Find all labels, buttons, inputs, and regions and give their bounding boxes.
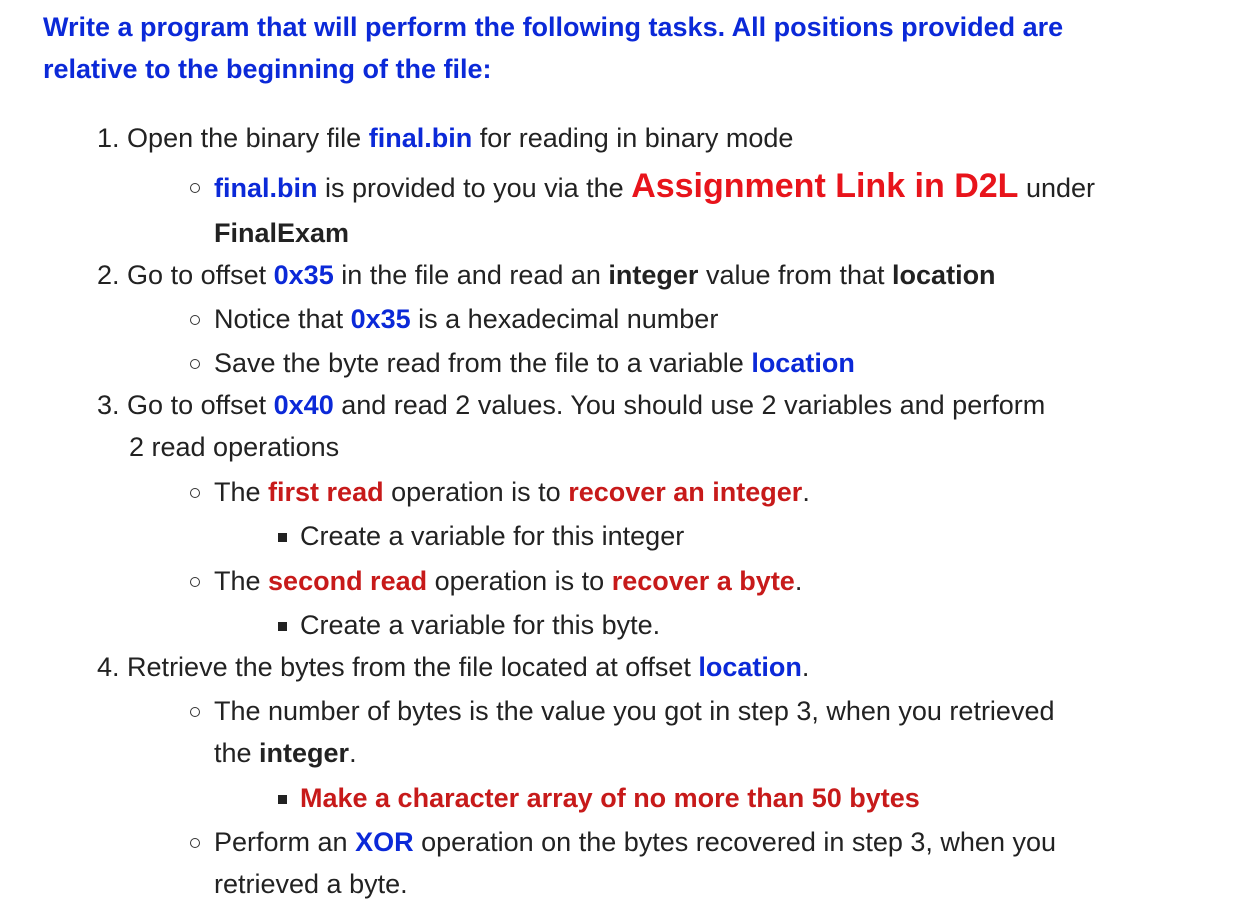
intro-heading: Write a program that will perform the following tasks. All positions provided are relative to the beginning of the file:	[43, 12, 1064, 84]
step-1-bullet-1: final.bin is provided to you via the Assignment Link in D2L under	[214, 167, 1096, 205]
square-bullet-icon	[278, 795, 287, 804]
step-4-bullet-1: The number of bytes is the value you got in step 3, when you retrieved	[214, 696, 1055, 726]
filename: final.bin	[214, 173, 318, 203]
step-2-bullet-2: Save the byte read from the file to a variable location	[214, 348, 855, 378]
circle-bullet-icon	[190, 707, 200, 717]
step-4-bullet-2-cont: retrieved a byte.	[214, 869, 408, 899]
step-3: 3. Go to offset 0x40 and read 2 values. You should use 2 variables and perform	[97, 390, 1046, 420]
circle-bullet-icon	[190, 183, 200, 193]
circle-bullet-icon	[190, 315, 200, 325]
step-1-bullet-1-cont	[214, 212, 349, 254]
step-4-bullet-1-cont: the integer.	[214, 738, 357, 768]
step-3-bullet-2: The second read operation is to recover a byte.	[214, 566, 803, 596]
step-number: 1.	[97, 123, 120, 153]
step-number: 3.	[97, 390, 120, 420]
step-2-bullet-1: Notice that 0x35 is a hexadecimal number	[214, 304, 719, 334]
offset-value: 0x35	[350, 304, 411, 334]
assignment-link-text: Assignment Link in D2L	[631, 167, 1019, 205]
folder-name: FinalExam	[214, 218, 350, 248]
operation-name: XOR	[355, 827, 414, 857]
step-4-bullet-1-sub: Make a character array of no more than 50 bytes	[300, 783, 920, 813]
offset-value: 0x35	[273, 260, 334, 290]
offset-value: 0x40	[273, 390, 334, 420]
circle-bullet-icon	[190, 488, 200, 498]
step-3-bullet-2-sub: Create a variable for this byte.	[300, 610, 661, 640]
variable-name: location	[751, 348, 855, 378]
step-4: 4. Retrieve the bytes from the file located at offset location.	[97, 652, 810, 682]
step-1: 1. Open the binary file final.bin for reading in binary mode	[97, 123, 794, 153]
filename: final.bin	[368, 123, 473, 153]
step-number: 4.	[97, 652, 120, 682]
step-2: 2. Go to offset 0x35 in the file and read an integer value from that location	[97, 260, 996, 290]
square-bullet-icon	[278, 533, 287, 542]
step-3-bullet-1: The first read operation is to recover an integer.	[214, 477, 810, 507]
step-3-cont: 2 read operations	[129, 432, 340, 462]
step-3-bullet-1-sub: Create a variable for this integer	[300, 521, 685, 551]
circle-bullet-icon	[190, 577, 200, 587]
circle-bullet-icon	[190, 838, 200, 848]
step-number: 2.	[97, 260, 120, 290]
circle-bullet-icon	[190, 359, 200, 369]
square-bullet-icon	[278, 622, 287, 631]
variable-name: location	[698, 652, 802, 682]
step-4-bullet-2: Perform an XOR operation on the bytes recovered in step 3, when you	[214, 827, 1056, 857]
